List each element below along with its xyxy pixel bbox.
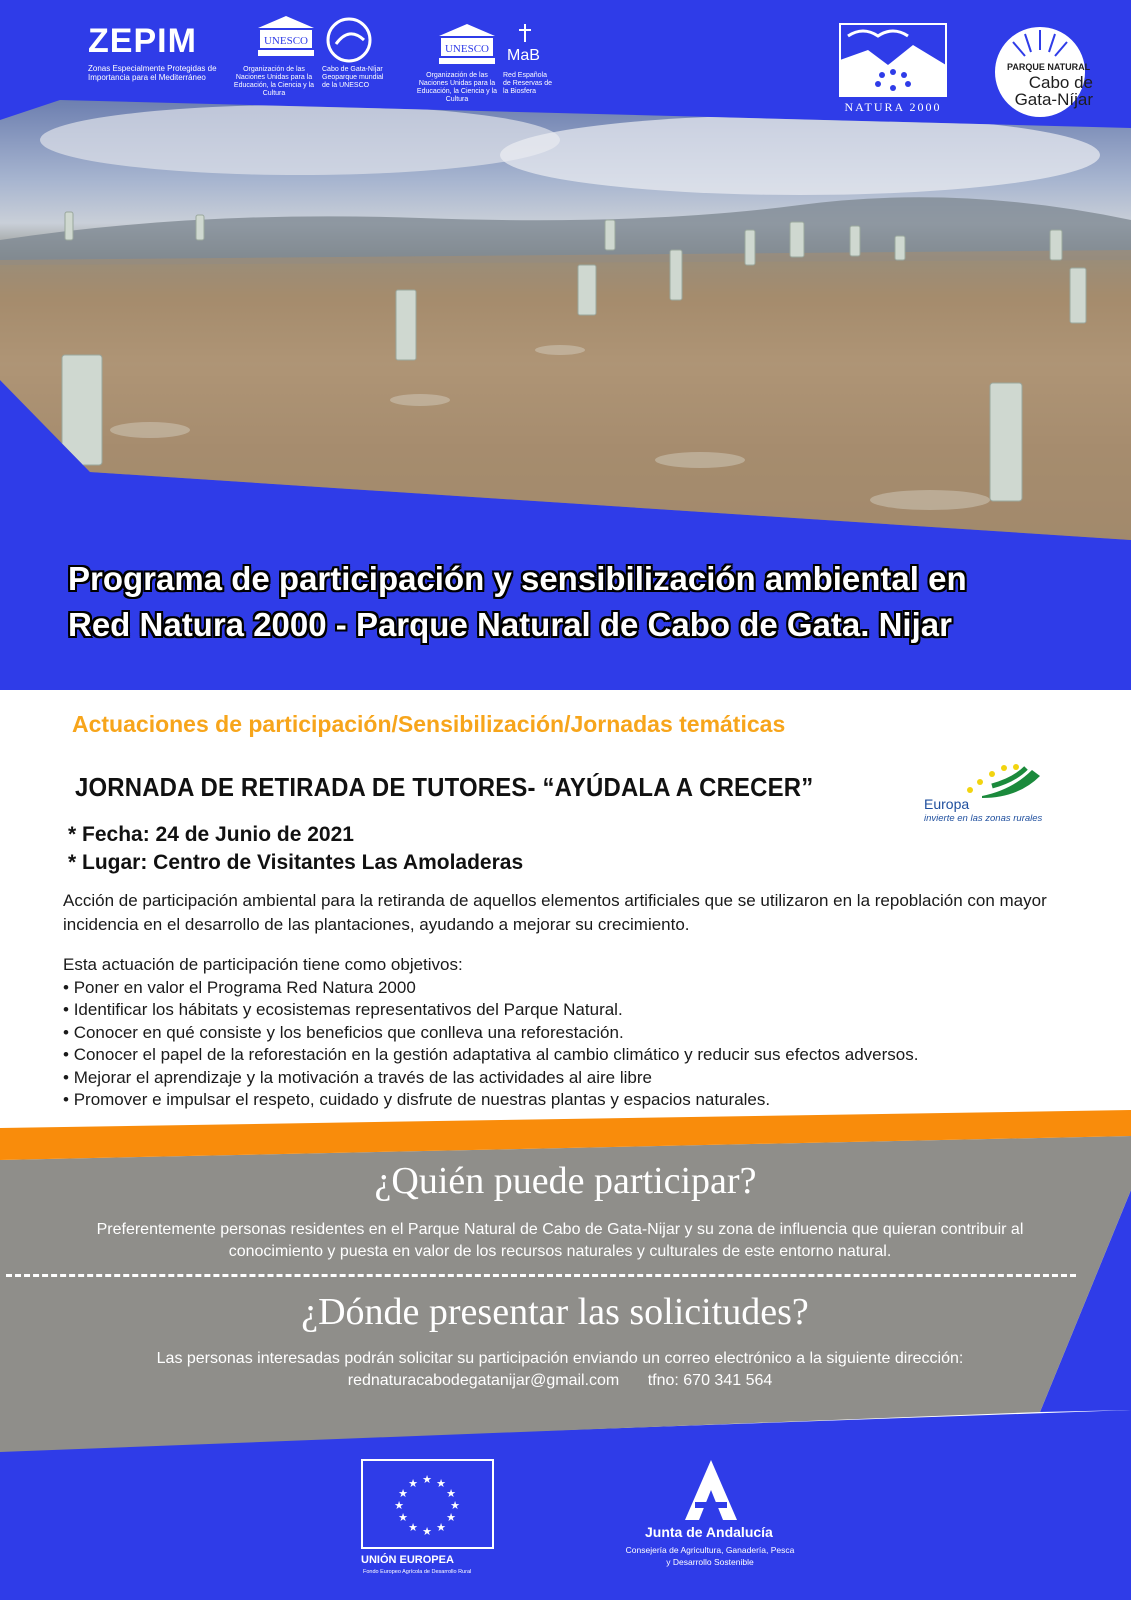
svg-text:★: ★ [398, 1487, 408, 1500]
svg-text:★: ★ [446, 1511, 456, 1524]
geoparque-text: Cabo de Gata-Níjar Geoparque mundial de la UNESCO [322, 66, 384, 89]
tree-tubes-illustration [0, 100, 1131, 540]
donde-heading: ¿Dónde presentar las solicitudes? [301, 1291, 809, 1333]
red-biosfera-text: Red Española de Reservas de la Biosfera [503, 72, 553, 95]
unesco-geoparque-logo [232, 8, 404, 104]
parque-natural-top: PARQUE NATURAL [1007, 62, 1091, 72]
europa-word: Europa [924, 796, 970, 812]
svg-text:★: ★ [422, 1525, 432, 1538]
junta-a-icon [625, 1458, 795, 1522]
event-location: * Lugar: Centro de Visitantes Las Amoladeras [68, 851, 524, 874]
main-title-line1: Programa de participación y sensibilización ambiental en [68, 560, 967, 597]
unesco-temple-icon [437, 22, 497, 66]
svg-text:★: ★ [436, 1521, 446, 1534]
union-europea-logo [361, 1459, 496, 1589]
svg-text:★: ★ [450, 1499, 460, 1512]
unesco-emblem-text: UNESCO [263, 35, 309, 47]
eu-flag [361, 1459, 494, 1549]
mab-icon [503, 22, 547, 66]
objective-item: • Poner en valor el Programa Red Natura 2000 [63, 977, 1113, 1000]
event-date: * Fecha: 24 de Junio de 2021 [68, 823, 354, 846]
objective-item: • Conocer en qué consiste y los beneficios que conlleva una reforestación. [63, 1022, 1113, 1045]
junta-andalucia-logo [625, 1458, 795, 1578]
objective-item: • Mejorar el aprendizaje y la motivación a través de las actividades al aire libre [63, 1067, 1113, 1090]
main-title-line2: Red Natura 2000 - Parque Natural de Cabo de Gata. Nijar [68, 606, 952, 643]
event-description: Acción de participación ambiental para la retiranda de aquellos elementos artificiales que se utilizaron en la repoblación con mayor incidencia en el desarrollo de las plantaciones, ayudando a mejorar su crecimiento. [63, 891, 1047, 934]
objectives-list [63, 977, 1113, 1112]
main-title [68, 556, 1088, 648]
objectives-intro: Esta actuación de participación tiene como objetivos: [63, 955, 463, 974]
objectives-block [63, 954, 1113, 1112]
geoparque-circle-icon [324, 16, 374, 64]
objective-item: • Conocer el papel de la reforestación en la gestión adaptativa al cambio climático y reducir sus efectos adversos. [63, 1044, 1113, 1067]
unesco-emblem-text: UNESCO [444, 43, 490, 55]
unesco-mab-org-text: Organización de las Naciones Unidas para la Educación, la Ciencia y la Cultura [416, 72, 498, 103]
unesco-geoparque-org-text: Organización de las Naciones Unidas para la Educación, la Ciencia y la Cultura [233, 66, 315, 97]
contact-phone: tfno: 670 341 564 [647, 1372, 773, 1389]
donde-body [80, 1348, 1040, 1392]
zepim-subtitle: Zonas Especialmente Protegidas de Importancia para el Mediterráneo [88, 64, 217, 82]
zepim-logo [88, 22, 228, 92]
objective-item: • Promover e impulsar el respeto, cuidado y disfrute de nuestras plantas y espacios naturales. [63, 1089, 1113, 1112]
junta-name: Junta de Andalucía [645, 1524, 773, 1540]
zepim-title: ZEPIM [88, 22, 197, 60]
natura2000-emblem-icon [838, 20, 948, 98]
svg-text:★: ★ [436, 1477, 446, 1490]
objective-item: • Identificar los hábitats y ecosistemas representativos del Parque Natural. [63, 999, 1113, 1022]
unesco-temple-icon [256, 14, 316, 58]
reforestation-photo [0, 100, 1131, 540]
svg-text:★: ★ [422, 1473, 432, 1486]
svg-text:★: ★ [398, 1511, 408, 1524]
parque-natural-logo [985, 20, 1095, 120]
contact-line [80, 1370, 1040, 1392]
eu-stars-icon [363, 1461, 492, 1547]
europa-stars-icon [922, 764, 1047, 798]
event-title: JORNADA DE RETIRADA DE TUTORES- “AYÚDALA A CRECER” [75, 772, 814, 802]
mab-label: MaB [507, 47, 540, 64]
quien-heading: ¿Quién puede participar? [374, 1160, 757, 1202]
natura2000-label: NATURA 2000 [844, 100, 942, 114]
category-subtitle: Actuaciones de participación/Sensibilización/Jornadas temáticas [72, 711, 786, 737]
parque-natural-name: Cabo de Gata-Níjar [1014, 73, 1093, 109]
dashed-divider [6, 1274, 1076, 1277]
eu-subtitle: Fondo Europeo Agrícola de Desarrollo Rural [363, 1569, 472, 1575]
unesco-mab-logo [415, 8, 565, 106]
contact-email[interactable]: rednaturacabodegatanijar@gmail.com [347, 1372, 620, 1389]
junta-subtitle: Consejería de Agricultura, Ganadería, Pesca y Desarrollo Sostenible [625, 1545, 795, 1567]
svg-text:★: ★ [408, 1477, 418, 1490]
svg-text:★: ★ [394, 1499, 404, 1512]
svg-text:★: ★ [408, 1521, 418, 1534]
eu-name: UNIÓN EUROPEA [361, 1554, 454, 1566]
donde-text: Las personas interesadas podrán solicitar su participación enviando un correo electrónico a la siguiente dirección: [156, 1350, 964, 1367]
natura2000-logo [838, 20, 948, 118]
europa-invierte-logo [922, 764, 1047, 824]
europa-tagline: invierte en las zonas rurales [924, 813, 1043, 824]
quien-body: Preferentemente personas residentes en el Parque Natural de Cabo de Gata-Nijar y su zona de influencia que quieran contribuir al conocimiento y puesta en valor de los recursos naturales y culturales de este entorno natural. [96, 1221, 1024, 1260]
svg-text:★: ★ [446, 1487, 456, 1500]
